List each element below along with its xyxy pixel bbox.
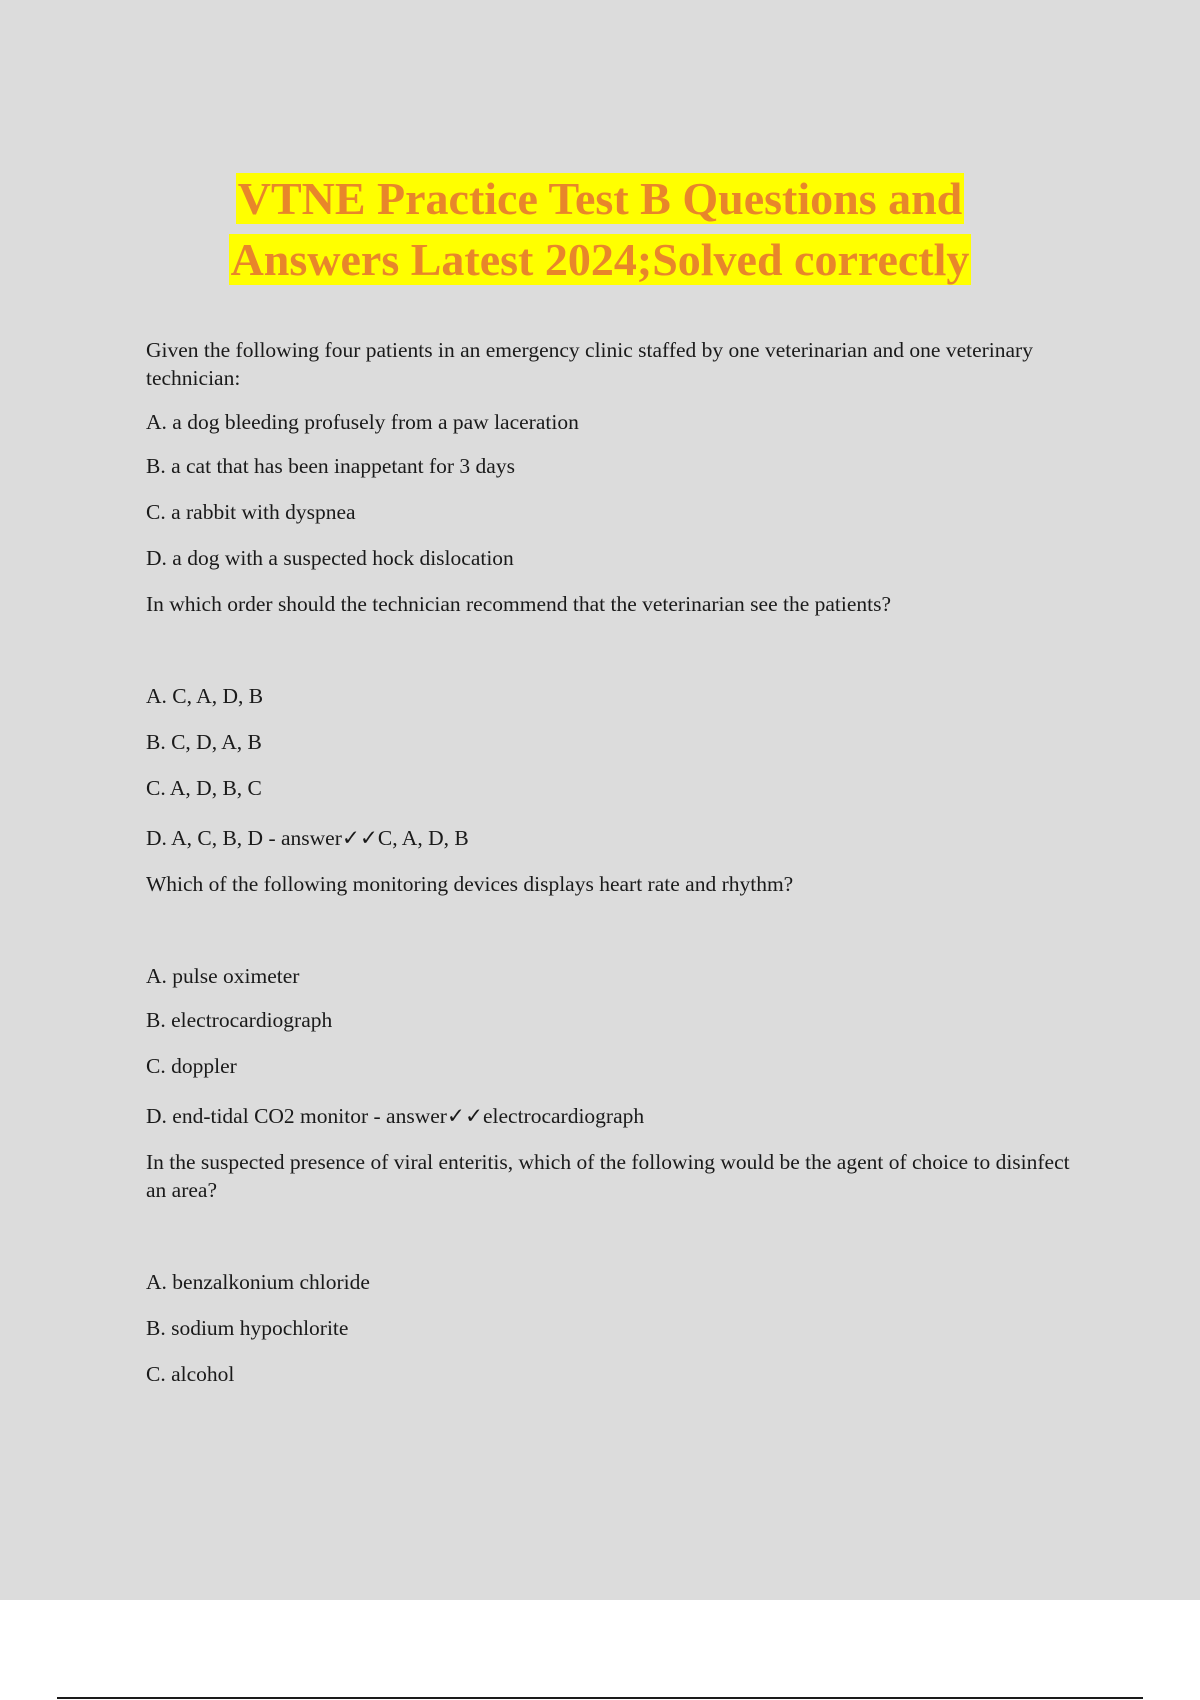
title-line-1: VTNE Practice Test B Questions and <box>237 173 963 224</box>
question-3-option-c: C. alcohol <box>146 1362 235 1386</box>
document-title <box>0 168 1200 290</box>
question-1-option-d-answer: D. A, C, B, D - answer✓✓C, A, D, B <box>146 826 469 850</box>
question-2-option-d-answer: D. end-tidal CO2 monitor - answer✓✓electrocardiograph <box>146 1104 645 1128</box>
question-2-option-c: C. doppler <box>146 1054 237 1078</box>
question-3-option-a: A. benzalkonium chloride <box>146 1270 370 1294</box>
footer-divider <box>57 1697 1143 1699</box>
question-1-option-b: B. C, D, A, B <box>146 730 262 754</box>
question-2-option-a: A. pulse oximeter <box>146 964 300 988</box>
question-1-stem: Given the following four patients in an emergency clinic staffed by one veterinarian and one veterinary technician: <box>146 338 1033 390</box>
question-1-item-b: B. a cat that has been inappetant for 3 days <box>146 454 515 478</box>
question-1-item-c: C. a rabbit with dyspnea <box>146 500 356 524</box>
question-1-item-a: A. a dog bleeding profusely from a paw laceration <box>146 410 579 434</box>
question-3-text: In the suspected presence of viral enteritis, which of the following would be the agent of choice to disinfect an area? <box>146 1150 1070 1202</box>
question-1-item-d: D. a dog with a suspected hock dislocation <box>146 546 514 570</box>
document-body <box>146 336 1086 1388</box>
question-1-option-a: A. C, A, D, B <box>146 684 264 708</box>
question-1-option-c: C. A, D, B, C <box>146 776 262 800</box>
title-line-2: Answers Latest 2024;Solved correctly <box>230 234 970 285</box>
question-2-text: Which of the following monitoring devices displays heart rate and rhythm? <box>146 872 794 896</box>
question-1-text: In which order should the technician recommend that the veterinarian see the patients? <box>146 592 892 616</box>
question-2-option-b: B. electrocardiograph <box>146 1008 333 1032</box>
question-3-option-b: B. sodium hypochlorite <box>146 1316 349 1340</box>
